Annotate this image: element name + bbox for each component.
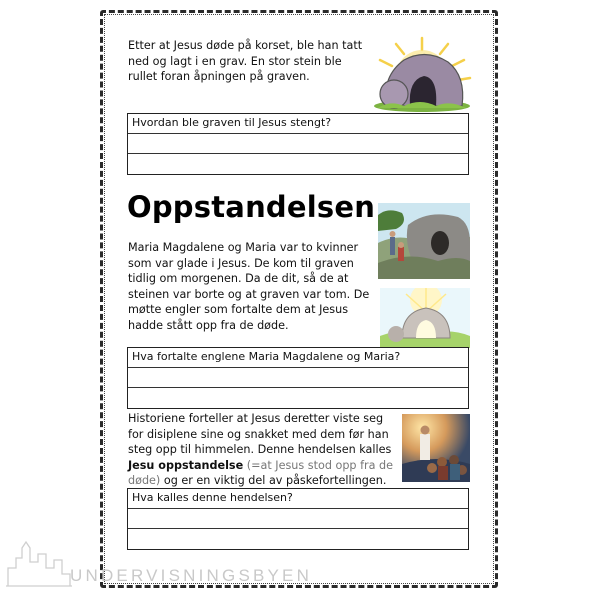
answer-line-3b[interactable] — [128, 529, 468, 549]
story-line: steg opp til himmelen. Denne hendelsen kalles — [128, 443, 392, 456]
question-box-3 — [127, 488, 469, 550]
section-line: tidlig om morgenen. Da de dit, så de at — [128, 272, 349, 285]
intro-line: rullet foran åpningen på graven. — [128, 70, 310, 83]
answer-line-1a[interactable] — [128, 134, 468, 154]
section-paragraph — [128, 240, 369, 333]
intro-line: ned og lagt i en grav. En stor stein ble — [128, 54, 342, 68]
section-line: steinen var borte og at graven var tom. De — [128, 287, 370, 301]
story-bold-term: Jesu oppstandelse — [128, 458, 244, 472]
jesus-disciples-picture — [402, 414, 470, 482]
question-1-text: Hvordan ble graven til Jesus stengt? — [128, 114, 468, 134]
story-gray-note-end: døde) — [128, 474, 161, 487]
brand-watermark: UNDERVISNINGSBYEN — [70, 566, 313, 585]
story-line: Historiene forteller at Jesus deretter viste seg — [128, 412, 384, 425]
question-box-2 — [127, 347, 469, 409]
section-title: Oppstandelsen — [127, 190, 376, 224]
answer-line-2a[interactable] — [128, 368, 468, 388]
empty-tomb-picture — [380, 288, 470, 348]
story-line — [128, 458, 393, 474]
story-gray-note: (=at Jesus stod opp fra de — [246, 458, 394, 472]
story-paragraph — [128, 411, 393, 489]
section-line: som var glade i Jesus. De kom til graven — [128, 256, 354, 270]
intro-paragraph — [128, 38, 362, 85]
question-box-1 — [127, 113, 469, 175]
question-2-text: Hva fortalte englene Maria Magdalene og Maria? — [128, 348, 468, 368]
answer-line-2b[interactable] — [128, 388, 468, 408]
city-skyline-logo — [6, 538, 72, 592]
answer-line-1b[interactable] — [128, 154, 468, 174]
section-line: møtte engler som fortalte dem at Jesus — [128, 303, 349, 316]
women-at-tomb-picture — [378, 203, 470, 279]
intro-line: Etter at Jesus døde på korset, ble han tatt — [128, 39, 363, 52]
tomb-illustration — [370, 36, 474, 112]
story-line: for disiplene sine og snakket med dem før han — [128, 427, 389, 441]
section-line: hadde stått opp fra de døde. — [128, 318, 289, 332]
answer-line-3a[interactable] — [128, 509, 468, 529]
section-line: Maria Magdalene og Maria var to kvinner — [128, 241, 359, 254]
question-3-text: Hva kalles denne hendelsen? — [128, 489, 468, 509]
story-line — [128, 473, 393, 489]
story-tail: og er en viktig del av påskefortellingen. — [163, 474, 387, 487]
